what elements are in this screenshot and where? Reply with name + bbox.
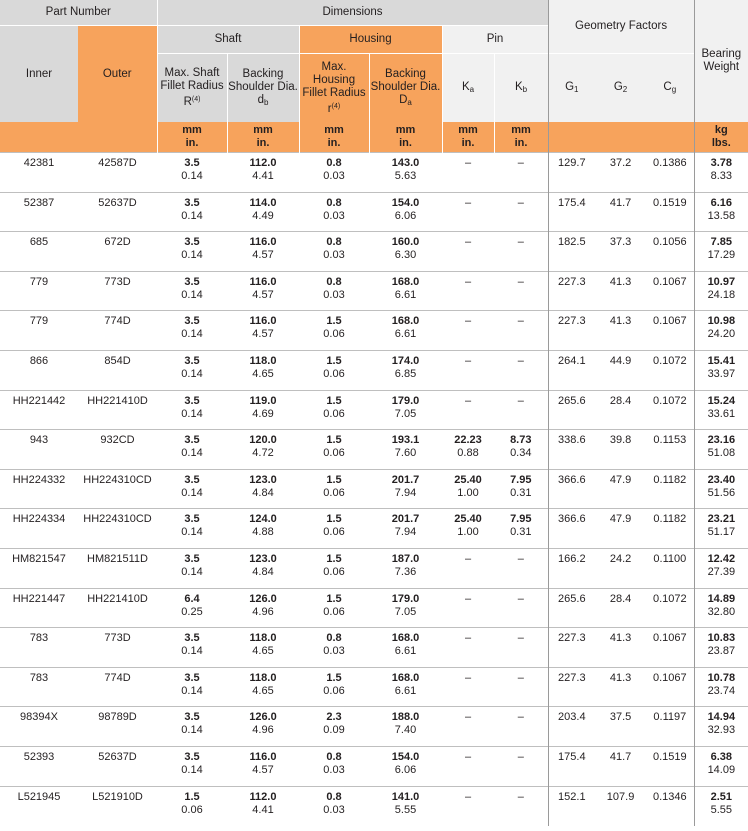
g2-cell: 41.3 (595, 628, 646, 668)
table-row (0, 667, 748, 707)
units-row (0, 122, 748, 153)
g1-cell: 338.6 (548, 430, 595, 470)
inner-part-cell: 779 (0, 311, 78, 351)
inner-part-cell: 866 (0, 350, 78, 390)
outer-part-cell: 774D (78, 667, 157, 707)
shaft-backing-cell: 114.0 4.49 (227, 192, 299, 232)
housing-backing-cell: 201.7 7.94 (369, 469, 442, 509)
outer-part-cell: 52637D (78, 746, 157, 786)
housing-backing-cell: 174.0 6.85 (369, 350, 442, 390)
shaft-backing-cell: 116.0 4.57 (227, 271, 299, 311)
housing-backing-cell: 193.1 7.60 (369, 430, 442, 470)
g2-cell: 28.4 (595, 390, 646, 430)
inner-part-cell: 783 (0, 628, 78, 668)
shaft-fillet-cell: 3.5 0.14 (157, 153, 227, 193)
inner-part-cell: HM821547 (0, 548, 78, 588)
units-cell (646, 122, 694, 153)
outer-part-cell: 98789D (78, 707, 157, 747)
shaft-fillet-cell: 3.5 0.14 (157, 746, 227, 786)
pin-ka-cell: – (442, 548, 494, 588)
pin-kb-cell: – (494, 628, 548, 668)
pin-ka-cell: – (442, 707, 494, 747)
table-row (0, 350, 748, 390)
pin-kb-cell: – (494, 311, 548, 351)
pin-kb-cell: – (494, 192, 548, 232)
g2-cell: 39.8 (595, 430, 646, 470)
housing-backing-cell: 168.0 6.61 (369, 667, 442, 707)
housing-backing-shoulder-header: Backing Shoulder Dia. $D_a$ (369, 54, 442, 123)
g2-cell: 41.3 (595, 667, 646, 707)
g1-cell: 227.3 (548, 311, 595, 351)
g1-cell: 265.6 (548, 588, 595, 628)
housing-fillet-cell: 1.5 0.06 (299, 350, 369, 390)
housing-backing-cell: 179.0 7.05 (369, 588, 442, 628)
table-body (0, 153, 748, 826)
housing-fillet-cell: 1.5 0.06 (299, 311, 369, 351)
units-cell (548, 122, 595, 153)
inner-part-cell: HH224334 (0, 509, 78, 549)
shaft-fillet-cell: 3.5 0.14 (157, 430, 227, 470)
g1-cell: 129.7 (548, 153, 595, 193)
shaft-backing-cell: 123.0 4.84 (227, 469, 299, 509)
inner-part-cell: 779 (0, 271, 78, 311)
cg-cell: 0.1067 (646, 628, 694, 668)
housing-backing-cell: 168.0 6.61 (369, 311, 442, 351)
table-row (0, 271, 748, 311)
shaft-fillet-cell: 3.5 0.14 (157, 509, 227, 549)
g1-cell: 166.2 (548, 548, 595, 588)
shaft-fillet-cell: 3.5 0.14 (157, 192, 227, 232)
cg-cell: 0.1182 (646, 469, 694, 509)
shaft-fillet-cell: 3.5 0.14 (157, 271, 227, 311)
g1-cell: 227.3 (548, 667, 595, 707)
g2-cell: 47.9 (595, 509, 646, 549)
outer-part-cell: 773D (78, 628, 157, 668)
weight-cell: 3.78 8.33 (694, 153, 748, 193)
housing-fillet-cell: 0.8 0.03 (299, 232, 369, 272)
housing-header: Housing (299, 26, 442, 54)
weight-cell: 10.98 24.20 (694, 311, 748, 351)
outer-header: Outer (78, 26, 157, 123)
weight-cell: 6.16 13.58 (694, 192, 748, 232)
housing-backing-cell: 154.0 6.06 (369, 746, 442, 786)
pin-ka-cell: – (442, 153, 494, 193)
weight-cell: 10.78 23.74 (694, 667, 748, 707)
housing-backing-cell: 168.0 6.61 (369, 628, 442, 668)
housing-fillet-cell: 0.8 0.03 (299, 192, 369, 232)
inner-part-cell: L521945 (0, 786, 78, 826)
units-cell: mm in. (227, 122, 299, 153)
pin-kb-cell: – (494, 232, 548, 272)
pin-ka-header: $K_a$ (442, 54, 494, 123)
weight-cell: 23.40 51.56 (694, 469, 748, 509)
shaft-fillet-cell: 3.5 0.14 (157, 628, 227, 668)
pin-kb-cell: – (494, 746, 548, 786)
g2-header: $G_2$ (595, 54, 646, 123)
housing-fillet-cell: 2.3 0.09 (299, 707, 369, 747)
housing-backing-cell: 188.0 7.40 (369, 707, 442, 747)
inner-part-cell: 52393 (0, 746, 78, 786)
outer-part-cell: 932CD (78, 430, 157, 470)
outer-part-cell: HM821511D (78, 548, 157, 588)
shaft-backing-shoulder-header: Backing Shoulder Dia. $d_b$ (227, 54, 299, 123)
inner-part-cell: HH221442 (0, 390, 78, 430)
g1-cell: 265.6 (548, 390, 595, 430)
outer-part-cell: 773D (78, 271, 157, 311)
g1-cell: 175.4 (548, 192, 595, 232)
outer-part-cell: HH221410D (78, 588, 157, 628)
shaft-fillet-cell: 3.5 0.14 (157, 390, 227, 430)
cg-cell: 0.1182 (646, 509, 694, 549)
shaft-backing-cell: 116.0 4.57 (227, 311, 299, 351)
shaft-fillet-cell: 3.5 0.14 (157, 311, 227, 351)
inner-part-cell: HH224332 (0, 469, 78, 509)
pin-ka-cell: – (442, 311, 494, 351)
g2-cell: 41.3 (595, 311, 646, 351)
units-cell (0, 122, 78, 153)
geometry-factors-header: Geometry Factors (548, 0, 694, 54)
g1-cell: 203.4 (548, 707, 595, 747)
outer-part-cell: HH224310CD (78, 509, 157, 549)
units-cell: mm in. (442, 122, 494, 153)
pin-ka-cell: – (442, 232, 494, 272)
table-row (0, 469, 748, 509)
shaft-backing-cell: 126.0 4.96 (227, 588, 299, 628)
housing-backing-cell: 179.0 7.05 (369, 390, 442, 430)
shaft-fillet-cell: 3.5 0.14 (157, 707, 227, 747)
g2-cell: 41.7 (595, 746, 646, 786)
units-cell: mm in. (299, 122, 369, 153)
shaft-fillet-cell: 6.4 0.25 (157, 588, 227, 628)
table-row (0, 746, 748, 786)
outer-part-cell: 774D (78, 311, 157, 351)
table-row (0, 232, 748, 272)
housing-fillet-cell: 1.5 0.06 (299, 667, 369, 707)
table-row (0, 390, 748, 430)
pin-kb-cell: – (494, 667, 548, 707)
bearing-weight-header: Bearing Weight (694, 0, 748, 122)
cg-header: $C_g$ (646, 54, 694, 123)
cg-cell: 0.1346 (646, 786, 694, 826)
g2-cell: 28.4 (595, 588, 646, 628)
outer-part-cell: 42587D (78, 153, 157, 193)
cg-cell: 0.1067 (646, 667, 694, 707)
table-row (0, 430, 748, 470)
inner-part-cell: 52387 (0, 192, 78, 232)
g1-cell: 264.1 (548, 350, 595, 390)
cg-cell: 0.1197 (646, 707, 694, 747)
g1-cell: 366.6 (548, 469, 595, 509)
pin-ka-cell: – (442, 588, 494, 628)
weight-cell: 14.89 32.80 (694, 588, 748, 628)
weight-cell: 10.83 23.87 (694, 628, 748, 668)
units-cell (595, 122, 646, 153)
cg-cell: 0.1056 (646, 232, 694, 272)
shaft-backing-cell: 126.0 4.96 (227, 707, 299, 747)
housing-fillet-cell: 1.5 0.06 (299, 548, 369, 588)
table-row (0, 786, 748, 826)
g2-cell: 44.9 (595, 350, 646, 390)
table-row (0, 588, 748, 628)
shaft-backing-cell: 118.0 4.65 (227, 350, 299, 390)
pin-ka-cell: – (442, 350, 494, 390)
cg-cell: 0.1067 (646, 311, 694, 351)
units-cell: mm in. (369, 122, 442, 153)
table-row (0, 311, 748, 351)
housing-backing-cell: 154.0 6.06 (369, 192, 442, 232)
shaft-backing-cell: 124.0 4.88 (227, 509, 299, 549)
weight-cell: 6.38 14.09 (694, 746, 748, 786)
pin-ka-cell: – (442, 667, 494, 707)
pin-kb-cell: – (494, 153, 548, 193)
g2-cell: 24.2 (595, 548, 646, 588)
cg-cell: 0.1386 (646, 153, 694, 193)
table-row (0, 707, 748, 747)
inner-part-cell: HH221447 (0, 588, 78, 628)
shaft-fillet-cell: 3.5 0.14 (157, 350, 227, 390)
pin-header: Pin (442, 26, 548, 54)
pin-kb-header: $K_b$ (494, 54, 548, 123)
shaft-fillet-cell: 3.5 0.14 (157, 232, 227, 272)
shaft-backing-cell: 123.0 4.84 (227, 548, 299, 588)
g2-cell: 107.9 (595, 786, 646, 826)
housing-backing-cell: 168.0 6.61 (369, 271, 442, 311)
shaft-backing-cell: 119.0 4.69 (227, 390, 299, 430)
outer-part-cell: 854D (78, 350, 157, 390)
units-cell: mm in. (157, 122, 227, 153)
pin-ka-cell: – (442, 390, 494, 430)
housing-fillet-cell: 0.8 0.03 (299, 746, 369, 786)
g1-cell: 227.3 (548, 271, 595, 311)
cg-cell: 0.1067 (646, 271, 694, 311)
pin-kb-cell: – (494, 350, 548, 390)
shaft-header: Shaft (157, 26, 299, 54)
dimensions-header: Dimensions (157, 0, 548, 26)
g1-cell: 175.4 (548, 746, 595, 786)
outer-part-cell: 672D (78, 232, 157, 272)
shaft-backing-cell: 116.0 4.57 (227, 746, 299, 786)
outer-part-cell: HH221410D (78, 390, 157, 430)
pin-kb-cell: – (494, 707, 548, 747)
shaft-fillet-cell: 1.5 0.06 (157, 786, 227, 826)
shaft-fillet-cell: 3.5 0.14 (157, 667, 227, 707)
housing-backing-cell: 141.0 5.55 (369, 786, 442, 826)
g1-header: $G_1$ (548, 54, 595, 123)
table-row (0, 548, 748, 588)
inner-part-cell: 685 (0, 232, 78, 272)
housing-fillet-cell: 0.8 0.03 (299, 153, 369, 193)
pin-kb-cell: – (494, 390, 548, 430)
housing-fillet-cell: 0.8 0.03 (299, 271, 369, 311)
pin-kb-cell: – (494, 548, 548, 588)
g2-cell: 37.5 (595, 707, 646, 747)
part-number-header: Part Number (0, 0, 157, 26)
pin-kb-cell: – (494, 271, 548, 311)
cg-cell: 0.1072 (646, 350, 694, 390)
cg-cell: 0.1519 (646, 746, 694, 786)
housing-backing-cell: 187.0 7.36 (369, 548, 442, 588)
table-row (0, 192, 748, 232)
pin-ka-cell: – (442, 628, 494, 668)
housing-fillet-cell: 1.5 0.06 (299, 509, 369, 549)
g1-cell: 182.5 (548, 232, 595, 272)
housing-fillet-radius-header: Max. Housing Fillet Radius $r^{(4)}$ (299, 54, 369, 123)
inner-header: Inner (0, 26, 78, 123)
pin-kb-cell: – (494, 588, 548, 628)
g1-cell: 152.1 (548, 786, 595, 826)
housing-backing-cell: 160.0 6.30 (369, 232, 442, 272)
cg-cell: 0.1100 (646, 548, 694, 588)
pin-kb-cell: – (494, 786, 548, 826)
pin-kb-cell: 7.95 0.31 (494, 469, 548, 509)
weight-cell: 2.51 5.55 (694, 786, 748, 826)
shaft-fillet-radius-header: Max. Shaft Fillet Radius $R^{(4)}$ (157, 54, 227, 123)
inner-part-cell: 943 (0, 430, 78, 470)
g2-cell: 37.2 (595, 153, 646, 193)
housing-fillet-cell: 1.5 0.06 (299, 588, 369, 628)
pin-kb-cell: 7.95 0.31 (494, 509, 548, 549)
weight-cell: 12.42 27.39 (694, 548, 748, 588)
housing-fillet-cell: 0.8 0.03 (299, 628, 369, 668)
weight-cell: 15.24 33.61 (694, 390, 748, 430)
housing-backing-cell: 143.0 5.63 (369, 153, 442, 193)
housing-fillet-cell: 0.8 0.03 (299, 786, 369, 826)
weight-cell: 14.94 32.93 (694, 707, 748, 747)
cg-cell: 0.1072 (646, 588, 694, 628)
table-header (0, 0, 748, 153)
cg-cell: 0.1519 (646, 192, 694, 232)
g1-cell: 227.3 (548, 628, 595, 668)
shaft-fillet-cell: 3.5 0.14 (157, 548, 227, 588)
table-row (0, 509, 748, 549)
shaft-backing-cell: 120.0 4.72 (227, 430, 299, 470)
housing-fillet-cell: 1.5 0.06 (299, 430, 369, 470)
cg-cell: 0.1153 (646, 430, 694, 470)
pin-ka-cell: 25.40 1.00 (442, 469, 494, 509)
shaft-backing-cell: 116.0 4.57 (227, 232, 299, 272)
inner-part-cell: 98394X (0, 707, 78, 747)
outer-part-cell: 52637D (78, 192, 157, 232)
housing-fillet-cell: 1.5 0.06 (299, 390, 369, 430)
units-cell (78, 122, 157, 153)
pin-ka-cell: 25.40 1.00 (442, 509, 494, 549)
shaft-fillet-cell: 3.5 0.14 (157, 469, 227, 509)
weight-cell: 23.16 51.08 (694, 430, 748, 470)
weight-cell: 7.85 17.29 (694, 232, 748, 272)
g2-cell: 41.3 (595, 271, 646, 311)
g1-cell: 366.6 (548, 509, 595, 549)
units-cell: mm in. (494, 122, 548, 153)
weight-cell: 15.41 33.97 (694, 350, 748, 390)
weight-cell: 10.97 24.18 (694, 271, 748, 311)
g2-cell: 47.9 (595, 469, 646, 509)
table-row (0, 153, 748, 193)
pin-kb-cell: 8.73 0.34 (494, 430, 548, 470)
pin-ka-cell: – (442, 746, 494, 786)
pin-ka-cell: – (442, 271, 494, 311)
inner-part-cell: 783 (0, 667, 78, 707)
g2-cell: 37.3 (595, 232, 646, 272)
table-row (0, 628, 748, 668)
cg-cell: 0.1072 (646, 390, 694, 430)
pin-ka-cell: 22.23 0.88 (442, 430, 494, 470)
weight-cell: 23.21 51.17 (694, 509, 748, 549)
units-cell: kg lbs. (694, 122, 748, 153)
pin-ka-cell: – (442, 786, 494, 826)
outer-part-cell: L521910D (78, 786, 157, 826)
outer-part-cell: HH224310CD (78, 469, 157, 509)
housing-fillet-cell: 1.5 0.06 (299, 469, 369, 509)
shaft-backing-cell: 118.0 4.65 (227, 628, 299, 668)
pin-ka-cell: – (442, 192, 494, 232)
shaft-backing-cell: 112.0 4.41 (227, 786, 299, 826)
shaft-backing-cell: 112.0 4.41 (227, 153, 299, 193)
g2-cell: 41.7 (595, 192, 646, 232)
housing-backing-cell: 201.7 7.94 (369, 509, 442, 549)
inner-part-cell: 42381 (0, 153, 78, 193)
shaft-backing-cell: 118.0 4.65 (227, 667, 299, 707)
